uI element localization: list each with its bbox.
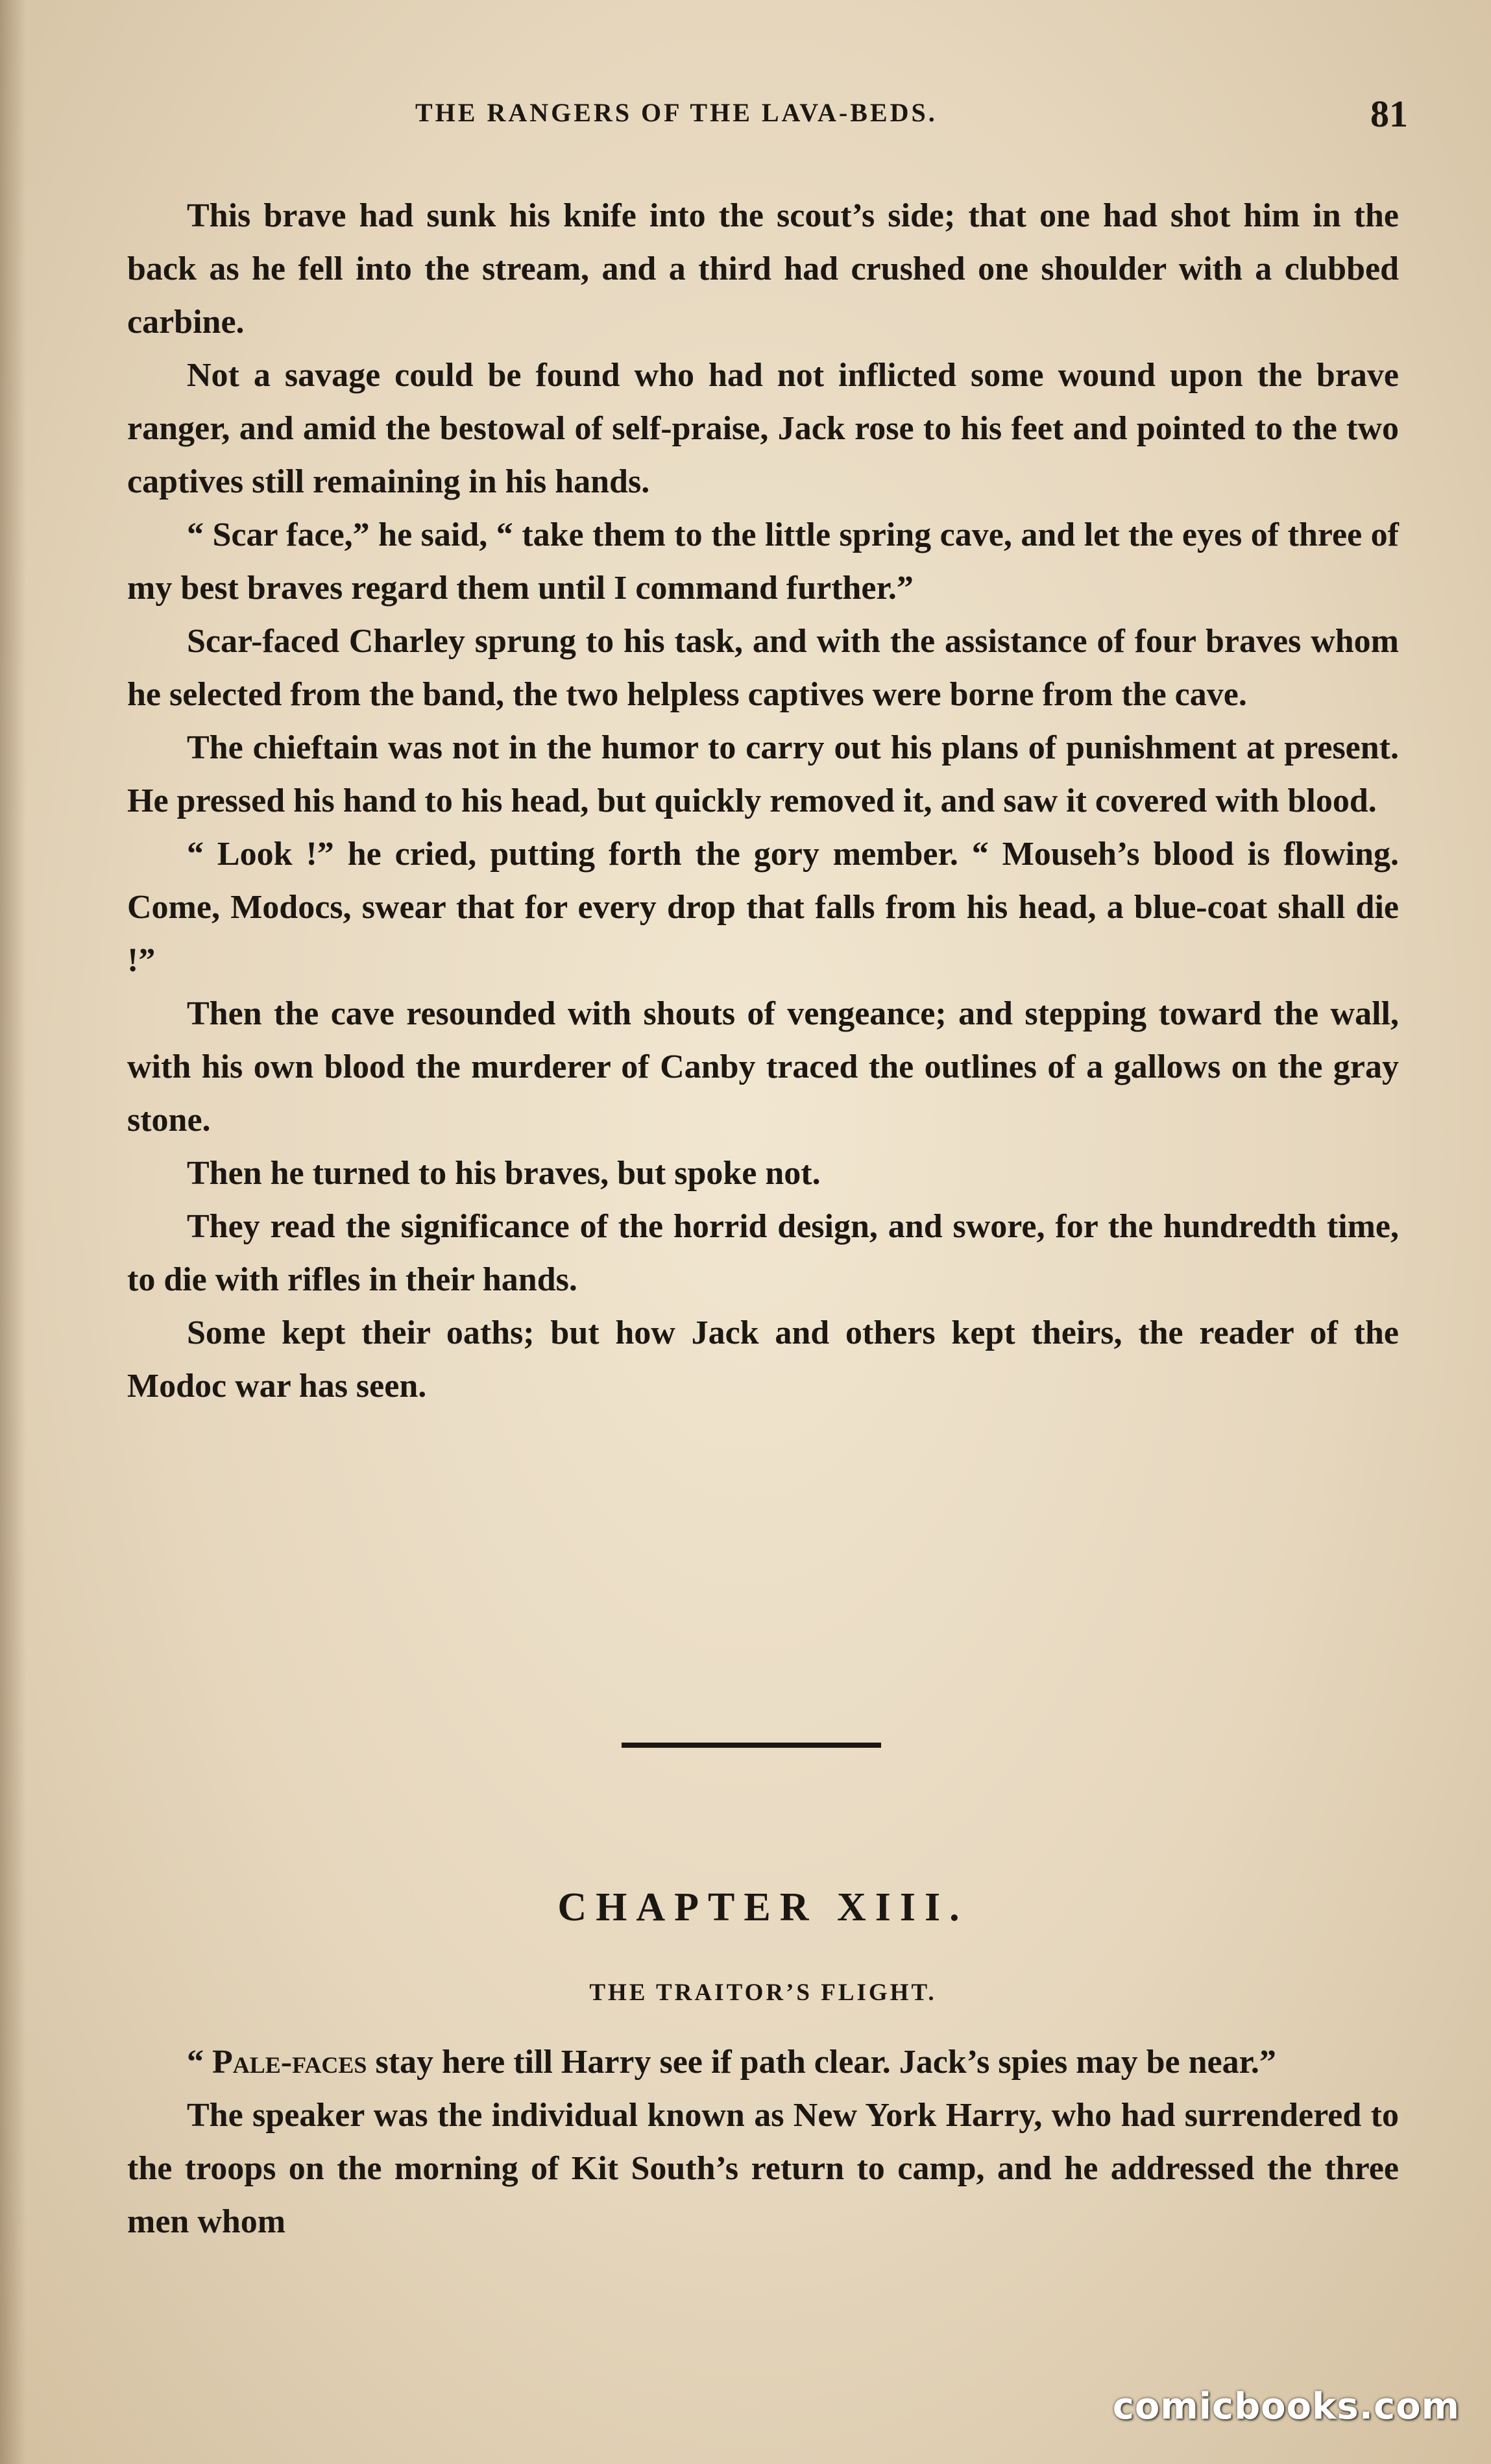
paragraph: They read the significance of the horrid design, and swore, for the hundredth time, to die with rifles in their hands. [127, 1208, 1399, 1298]
paragraph: The chieftain was not in the humor to carry out his plans of punishment at present. He pressed his hand to his head, but quickly removed it, and saw it covered with blood. [127, 729, 1399, 819]
page-left-edge-shadow [0, 0, 26, 2464]
chapter-subtitle: THE TRAITOR’S FLIGHT. [589, 1979, 937, 2006]
chapter-heading: CHAPTER XIII. [557, 1885, 969, 1929]
running-head [130, 92, 1408, 144]
chapter-first-paragraph [127, 2036, 1399, 2089]
chapter-second-paragraph: The speaker was the individual known as New York Harry, who had surrendered to the troops on the morning of Kit South’s return to camp, and he addressed the three men whom [127, 2097, 1399, 2240]
paragraph: Then he turned to his braves, but spoke not. [187, 1155, 821, 1192]
page-number: 81 [1370, 93, 1408, 135]
section-divider-rule [622, 1743, 881, 1748]
paragraph: This brave had sunk his knife into the scout’s side; that one had shot him in the back as he fell into the stream, and a third had crushed one shoulder with a clubbed carbine. [127, 197, 1399, 341]
paragraph: Then the cave resounded with shouts of vengeance; and stepping toward the wall, with his own blood the murderer of Canby traced the outlines of a gallows on the gray stone. [127, 995, 1399, 1139]
watermark-logo: comicbooks.com [1112, 2385, 1460, 2428]
open-quote: “ [187, 2044, 212, 2081]
running-title: THE RANGERS OF THE LAVA-BEDS. [415, 98, 938, 127]
first-paragraph-rest: stay here till Harry see if path clear. Jack’s spies may be near.” [367, 2044, 1276, 2081]
paragraph: “ Look !” he cried, putting forth the gory member. “ Mouseh’s blood is flowing. Come, Modocs, swear that for every drop that falls from his head, a blue-coat shall die !” [127, 836, 1399, 979]
paragraph: Some kept their oaths; but how Jack and others kept theirs, the reader of the Modoc war has seen. [127, 1314, 1399, 1405]
paragraph: Not a savage could be found who had not inflicted some wound upon the brave ranger, and amid the bestowal of self-praise, Jack rose to his feet and pointed to the two captives still remaining in his hands. [127, 357, 1399, 500]
chapter-text [127, 2036, 1399, 2249]
paragraph: “ Scar face,” he said, “ take them to the little spring cave, and let the eyes of three of my best braves regard them until I command further.” [127, 516, 1399, 607]
body-text [127, 189, 1399, 1413]
smallcaps-lead: Pale-faces [212, 2044, 367, 2081]
paragraph: Scar-faced Charley sprung to his task, and with the assistance of four braves whom he selected from the band, the two helpless captives were borne from the cave. [127, 623, 1399, 713]
